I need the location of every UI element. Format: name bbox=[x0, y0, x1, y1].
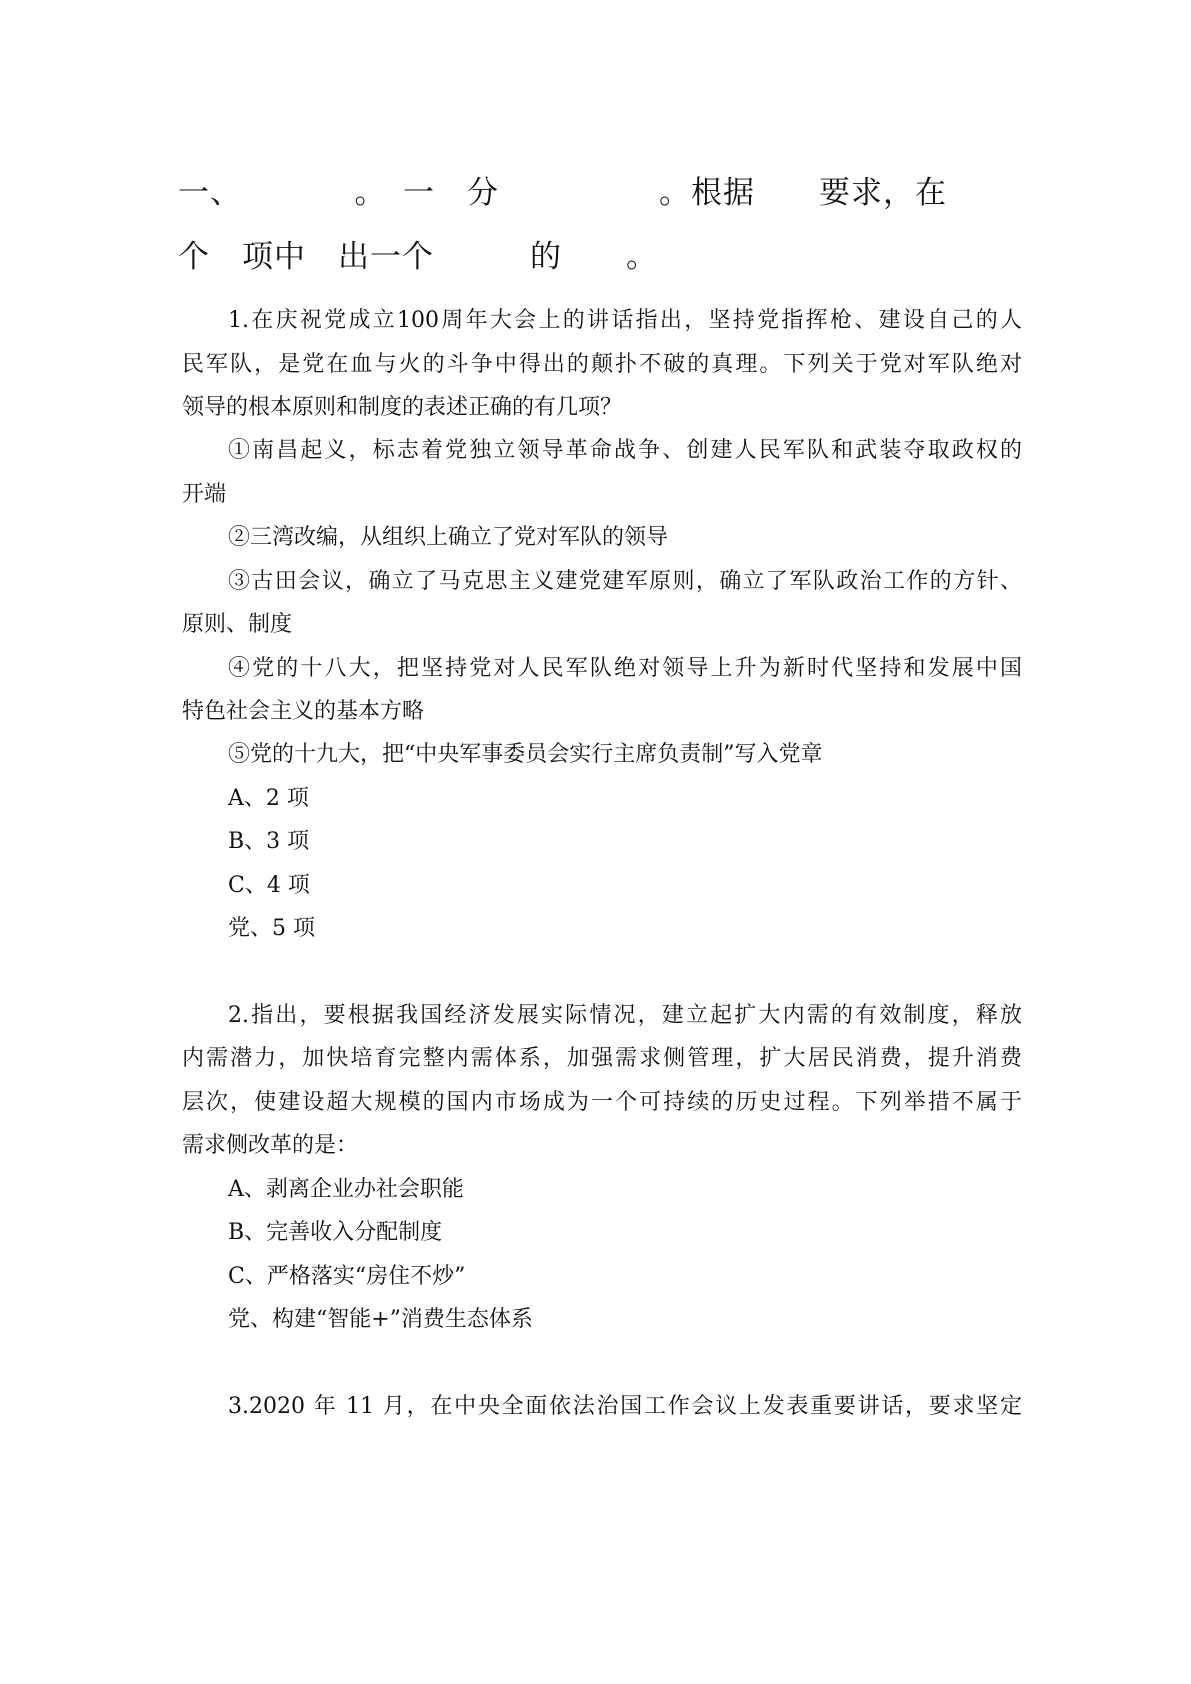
question-2-option-a: A、剥离企业办社会职能 bbox=[228, 1177, 464, 1202]
question-1-statement-4-line-2: 特色社会主义的基本方略 bbox=[182, 699, 425, 724]
question-1-stem-line-2: 民军队，是党在血与火的斗争中得出的颠扑不破的真理。下列关于党对军队绝对 bbox=[182, 352, 1022, 377]
section-heading-line-1: 一、 。 一 分 。根据 要求，在 bbox=[178, 175, 947, 211]
question-1-option-c: C、4 项 bbox=[228, 873, 310, 898]
question-2-option-b: B、完善收入分配制度 bbox=[228, 1220, 443, 1245]
section-heading-line-2: 个 项中 出一个 的 。 bbox=[178, 239, 658, 275]
question-1-statement-5: ⑤党的十九大，把“中央军事委员会实行主席负责制”写入党章 bbox=[228, 742, 823, 767]
question-2-stem-line-3: 层次，使建设超大规模的国内市场成为一个可持续的历史过程。下列举措不属于 bbox=[182, 1090, 1022, 1115]
question-1-statement-3-line-2: 原则、制度 bbox=[182, 612, 293, 637]
question-2-option-d: 党、构建“智能+”消费生态体系 bbox=[228, 1307, 533, 1332]
question-2-stem-line-2: 内需潜力，加快培育完整内需体系，加强需求侧管理，扩大居民消费，提升消费 bbox=[182, 1046, 1022, 1071]
question-1-stem-line-1: 1.在庆祝党成立100周年大会上的讲话指出，坚持党指挥枪、建设自己的人 bbox=[228, 308, 1022, 333]
question-1-statement-4-line-1: ④党的十八大，把坚持党对人民军队绝对领导上升为新时代坚持和发展中国 bbox=[228, 656, 1022, 681]
question-1-statement-1-line-1: ①南昌起义，标志着党独立领导革命战争、创建人民军队和武装夺取政权的 bbox=[228, 438, 1022, 463]
question-2-option-c: C、严格落实“房住不炒” bbox=[228, 1264, 466, 1289]
question-1-stem-line-3: 领导的根本原则和制度的表述正确的有几项？ bbox=[182, 395, 623, 420]
question-1-option-b: B、3 项 bbox=[228, 829, 310, 854]
question-3-stem-line-1: 3.2020 年 11 月，在中央全面依法治国工作会议上发表重要讲话，要求坚定 bbox=[228, 1394, 1022, 1419]
question-2-stem-line-4: 需求侧改革的是： bbox=[182, 1133, 359, 1158]
question-1-option-a: A、2 项 bbox=[228, 786, 309, 811]
question-1-statement-1-line-2: 开端 bbox=[182, 482, 227, 507]
question-1-option-d: 党、5 项 bbox=[228, 916, 315, 941]
question-1-statement-2: ②三湾改编，从组织上确立了党对军队的领导 bbox=[228, 525, 669, 550]
question-2-stem-line-1: 2.指出，要根据我国经济发展实际情况，建立起扩大内需的有效制度，释放 bbox=[228, 1003, 1022, 1028]
question-1-statement-3-line-1: ③古田会议，确立了马克思主义建党建军原则，确立了军队政治工作的方针、 bbox=[228, 569, 1022, 594]
